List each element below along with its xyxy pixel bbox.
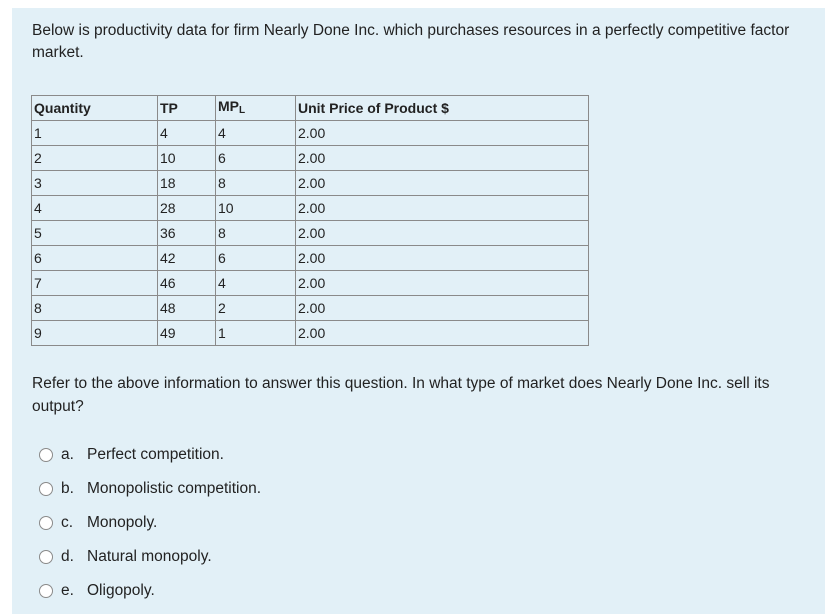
cell-mpl: 2 <box>216 296 296 321</box>
option-label[interactable]: Perfect competition. <box>87 446 224 463</box>
header-mpl-subscript: L <box>239 104 246 116</box>
cell-tp: 42 <box>158 246 216 271</box>
cell-mpl: 8 <box>216 221 296 246</box>
table-row <box>32 196 589 221</box>
cell-price: 2.00 <box>296 296 589 321</box>
header-unit-price: Unit Price of Product $ <box>296 96 589 121</box>
cell-mpl: 4 <box>216 121 296 146</box>
question-panel <box>12 8 825 614</box>
table-row <box>32 321 589 346</box>
cell-quantity: 8 <box>32 296 158 321</box>
table-row <box>32 146 589 171</box>
header-tp: TP <box>158 96 216 121</box>
cell-quantity: 2 <box>32 146 158 171</box>
radio-button-icon[interactable] <box>39 584 53 598</box>
cell-price: 2.00 <box>296 121 589 146</box>
cell-tp: 46 <box>158 271 216 296</box>
cell-price: 2.00 <box>296 146 589 171</box>
option-letter: b. <box>61 480 74 497</box>
radio-button-icon[interactable] <box>39 448 53 462</box>
cell-mpl: 6 <box>216 246 296 271</box>
answer-options <box>39 438 261 608</box>
cell-tp: 28 <box>158 196 216 221</box>
table-row <box>32 171 589 196</box>
option-b[interactable] <box>39 472 261 506</box>
cell-mpl: 8 <box>216 171 296 196</box>
table-header-row <box>32 96 589 121</box>
table-row <box>32 246 589 271</box>
option-e[interactable] <box>39 574 261 608</box>
option-a[interactable] <box>39 438 261 472</box>
cell-quantity: 4 <box>32 196 158 221</box>
cell-mpl: 4 <box>216 271 296 296</box>
table-row <box>32 271 589 296</box>
option-c[interactable] <box>39 506 261 540</box>
table-row <box>32 296 589 321</box>
cell-tp: 48 <box>158 296 216 321</box>
cell-quantity: 7 <box>32 271 158 296</box>
cell-price: 2.00 <box>296 246 589 271</box>
option-letter: a. <box>61 446 74 463</box>
cell-price: 2.00 <box>296 321 589 346</box>
header-quantity: Quantity <box>32 96 158 121</box>
cell-price: 2.00 <box>296 171 589 196</box>
option-letter: c. <box>61 514 74 531</box>
cell-mpl: 10 <box>216 196 296 221</box>
cell-mpl: 6 <box>216 146 296 171</box>
option-label[interactable]: Monopoly. <box>87 514 158 531</box>
cell-mpl: 1 <box>216 321 296 346</box>
cell-tp: 36 <box>158 221 216 246</box>
table-row <box>32 121 589 146</box>
question-text: Refer to the above information to answer this question. In what type of market does Nearly Done Inc. sell its output? <box>32 375 770 415</box>
option-letter: d. <box>61 548 74 565</box>
option-label[interactable]: Oligopoly. <box>87 582 155 599</box>
header-mpl <box>216 96 296 121</box>
radio-button-icon[interactable] <box>39 516 53 530</box>
cell-tp: 18 <box>158 171 216 196</box>
productivity-table <box>31 95 589 346</box>
cell-price: 2.00 <box>296 271 589 296</box>
table-row <box>32 221 589 246</box>
cell-quantity: 1 <box>32 121 158 146</box>
cell-tp: 4 <box>158 121 216 146</box>
cell-tp: 49 <box>158 321 216 346</box>
option-label[interactable]: Natural monopoly. <box>87 548 212 565</box>
option-letter: e. <box>61 582 74 599</box>
cell-price: 2.00 <box>296 196 589 221</box>
radio-button-icon[interactable] <box>39 482 53 496</box>
cell-price: 2.00 <box>296 221 589 246</box>
intro-text: Below is productivity data for firm Nearly Done Inc. which purchases resources in a perfectly competitive factor market. <box>32 22 790 61</box>
header-mpl-main: MP <box>218 97 239 114</box>
radio-button-icon[interactable] <box>39 550 53 564</box>
cell-quantity: 5 <box>32 221 158 246</box>
cell-quantity: 3 <box>32 171 158 196</box>
cell-quantity: 9 <box>32 321 158 346</box>
option-label[interactable]: Monopolistic competition. <box>87 480 262 497</box>
cell-quantity: 6 <box>32 246 158 271</box>
cell-tp: 10 <box>158 146 216 171</box>
option-d[interactable] <box>39 540 261 574</box>
